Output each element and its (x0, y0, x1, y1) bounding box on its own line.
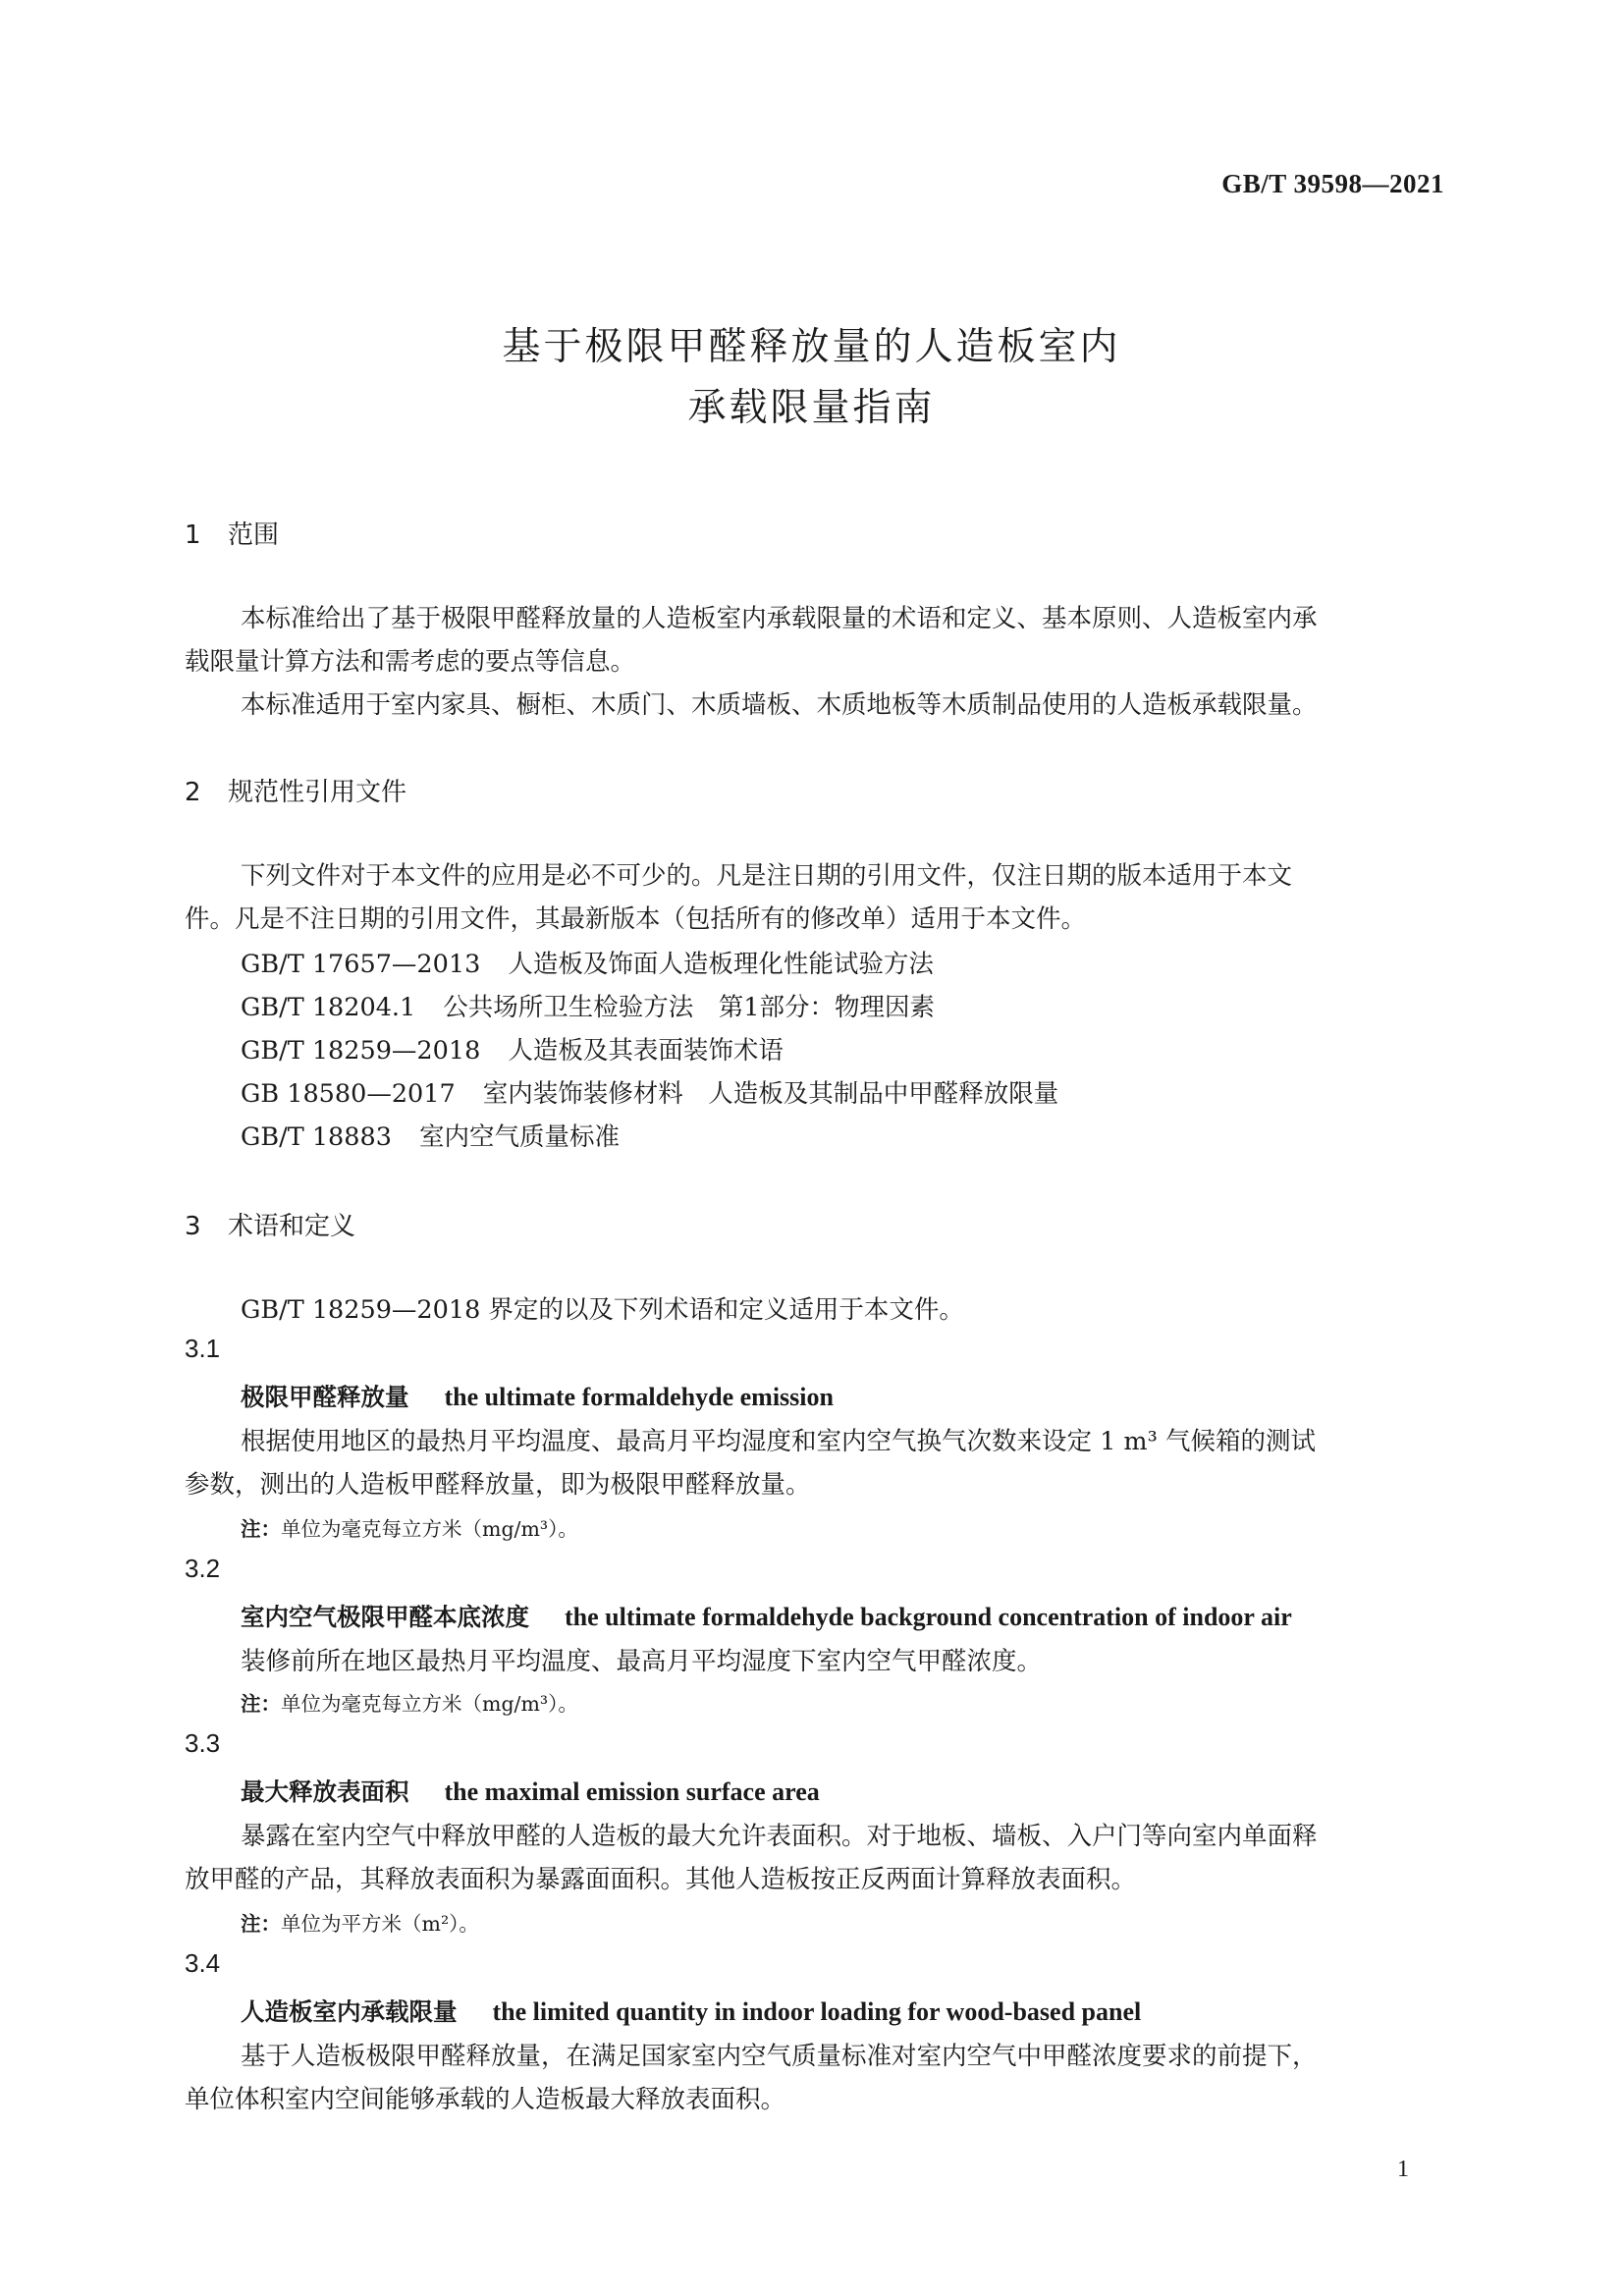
term-english: the limited quantity in indoor loading for wood-based panel (492, 1997, 1142, 2026)
note-label: 注： (241, 1692, 281, 1716)
section-2-paragraph-line-2: 件。凡是不注日期的引用文件，其最新版本（包括所有的修改单）适用于本文件。 (185, 904, 1087, 934)
reference-code: GB/T 18883 (241, 1122, 392, 1152)
term-chinese: 极限甲醛释放量 (241, 1383, 409, 1411)
term-heading (241, 1379, 834, 1413)
section-number: 1 (185, 520, 201, 550)
term-definition-line-2: 参数，测出的人造板甲醛释放量，即为极限甲醛释放量。 (185, 1470, 811, 1500)
section-title: 规范性引用文件 (228, 778, 407, 807)
standard-number: GB/T 39598—2021 (1221, 169, 1444, 198)
normative-reference (241, 1074, 1058, 1110)
term-definition-line-1: 基于人造板极限甲醛释放量，在满足国家室内空气质量标准对室内空气中甲醛浓度要求的前提下， (241, 2042, 1318, 2071)
note-label: 注： (241, 1912, 281, 1936)
note-text: 单位为平方米（m²）。 (281, 1912, 479, 1936)
reference-title: 人造板及其表面装饰术语 (508, 1036, 784, 1066)
term-definition-line-1: 根据使用地区的最热月平均温度、最高月平均湿度和室内空气换气次数来设定 1 m³ 气候箱的测试 (241, 1427, 1316, 1456)
reference-code: GB/T 18204.1 (241, 993, 416, 1022)
clause-number: 3.2 (185, 1554, 221, 1583)
section-1-paragraph-2: 本标准适用于室内家具、橱柜、木质门、木质墙板、木质地板等木质制品使用的人造板承载限量。 (241, 690, 1318, 720)
term-heading (241, 1994, 1141, 2028)
section-2-heading (185, 772, 406, 808)
clause-number: 3.3 (185, 1728, 221, 1758)
document-title-line1: 基于极限甲醛释放量的人造板室内 (502, 325, 1121, 369)
note-label: 注： (241, 1517, 281, 1541)
term-heading (241, 1774, 820, 1808)
note-text: 单位为毫克每立方米（mg/m³）。 (281, 1692, 578, 1716)
normative-reference (241, 1031, 784, 1066)
term-definition-line-1: 暴露在室内空气中释放甲醛的人造板的最大允许表面积。对于地板、墙板、入户门等向室内单面释 (241, 1822, 1318, 1851)
section-title: 术语和定义 (228, 1212, 356, 1241)
reference-title: 人造板及饰面人造板理化性能试验方法 (508, 950, 934, 979)
section-number: 2 (185, 778, 201, 807)
section-1-heading (185, 515, 279, 551)
note-text: 单位为毫克每立方米（mg/m³）。 (281, 1517, 578, 1541)
normative-reference (241, 1118, 620, 1153)
section-3-intro: GB/T 18259—2018 界定的以及下列术语和定义适用于本文件。 (241, 1295, 964, 1325)
section-number: 3 (185, 1212, 201, 1241)
term-english: the ultimate formaldehyde emission (444, 1383, 834, 1411)
normative-reference (241, 945, 934, 980)
page-number: 1 (1397, 2157, 1409, 2182)
section-1-paragraph-1-line-1: 本标准给出了基于极限甲醛释放量的人造板室内承载限量的术语和定义、基本原则、人造板室内承 (241, 604, 1318, 633)
term-english: the ultimate formaldehyde background concentration of indoor air (565, 1603, 1292, 1631)
reference-code: GB 18580—2017 (241, 1079, 456, 1109)
term-chinese: 室内空气极限甲醛本底浓度 (241, 1603, 529, 1631)
document-title-line2: 承载限量指南 (687, 386, 936, 430)
clause-number: 3.1 (185, 1334, 221, 1363)
term-note (241, 1687, 578, 1717)
reference-title: 室内空气质量标准 (418, 1122, 620, 1152)
term-definition-line-1: 装修前所在地区最热月平均温度、最高月平均湿度下室内空气甲醛浓度。 (241, 1647, 1043, 1676)
term-chinese: 人造板室内承载限量 (241, 1997, 458, 2026)
section-1-paragraph-1-line-2: 载限量计算方法和需考虑的要点等信息。 (185, 647, 636, 677)
reference-title: 公共场所卫生检验方法 第1部分：物理因素 (443, 993, 935, 1022)
term-english: the maximal emission surface area (444, 1777, 820, 1806)
reference-code: GB/T 17657—2013 (241, 950, 481, 979)
term-definition-line-2: 单位体积室内空间能够承载的人造板最大释放表面积。 (185, 2085, 786, 2114)
term-note (241, 1907, 479, 1937)
reference-title: 室内装饰装修材料 人造板及其制品中甲醛释放限量 (482, 1079, 1059, 1109)
term-note (241, 1512, 578, 1542)
normative-reference (241, 988, 935, 1023)
term-heading (241, 1599, 1292, 1633)
section-2-paragraph-line-1: 下列文件对于本文件的应用是必不可少的。凡是注日期的引用文件，仅注日期的版本适用于本文 (241, 861, 1293, 891)
reference-code: GB/T 18259—2018 (241, 1036, 481, 1066)
section-3-heading (185, 1206, 355, 1242)
term-chinese: 最大释放表面积 (241, 1777, 409, 1806)
term-definition-line-2: 放甲醛的产品，其释放表面积为暴露面面积。其他人造板按正反两面计算释放表面积。 (185, 1865, 1137, 1894)
clause-number: 3.4 (185, 1948, 221, 1978)
section-title: 范围 (228, 520, 280, 550)
